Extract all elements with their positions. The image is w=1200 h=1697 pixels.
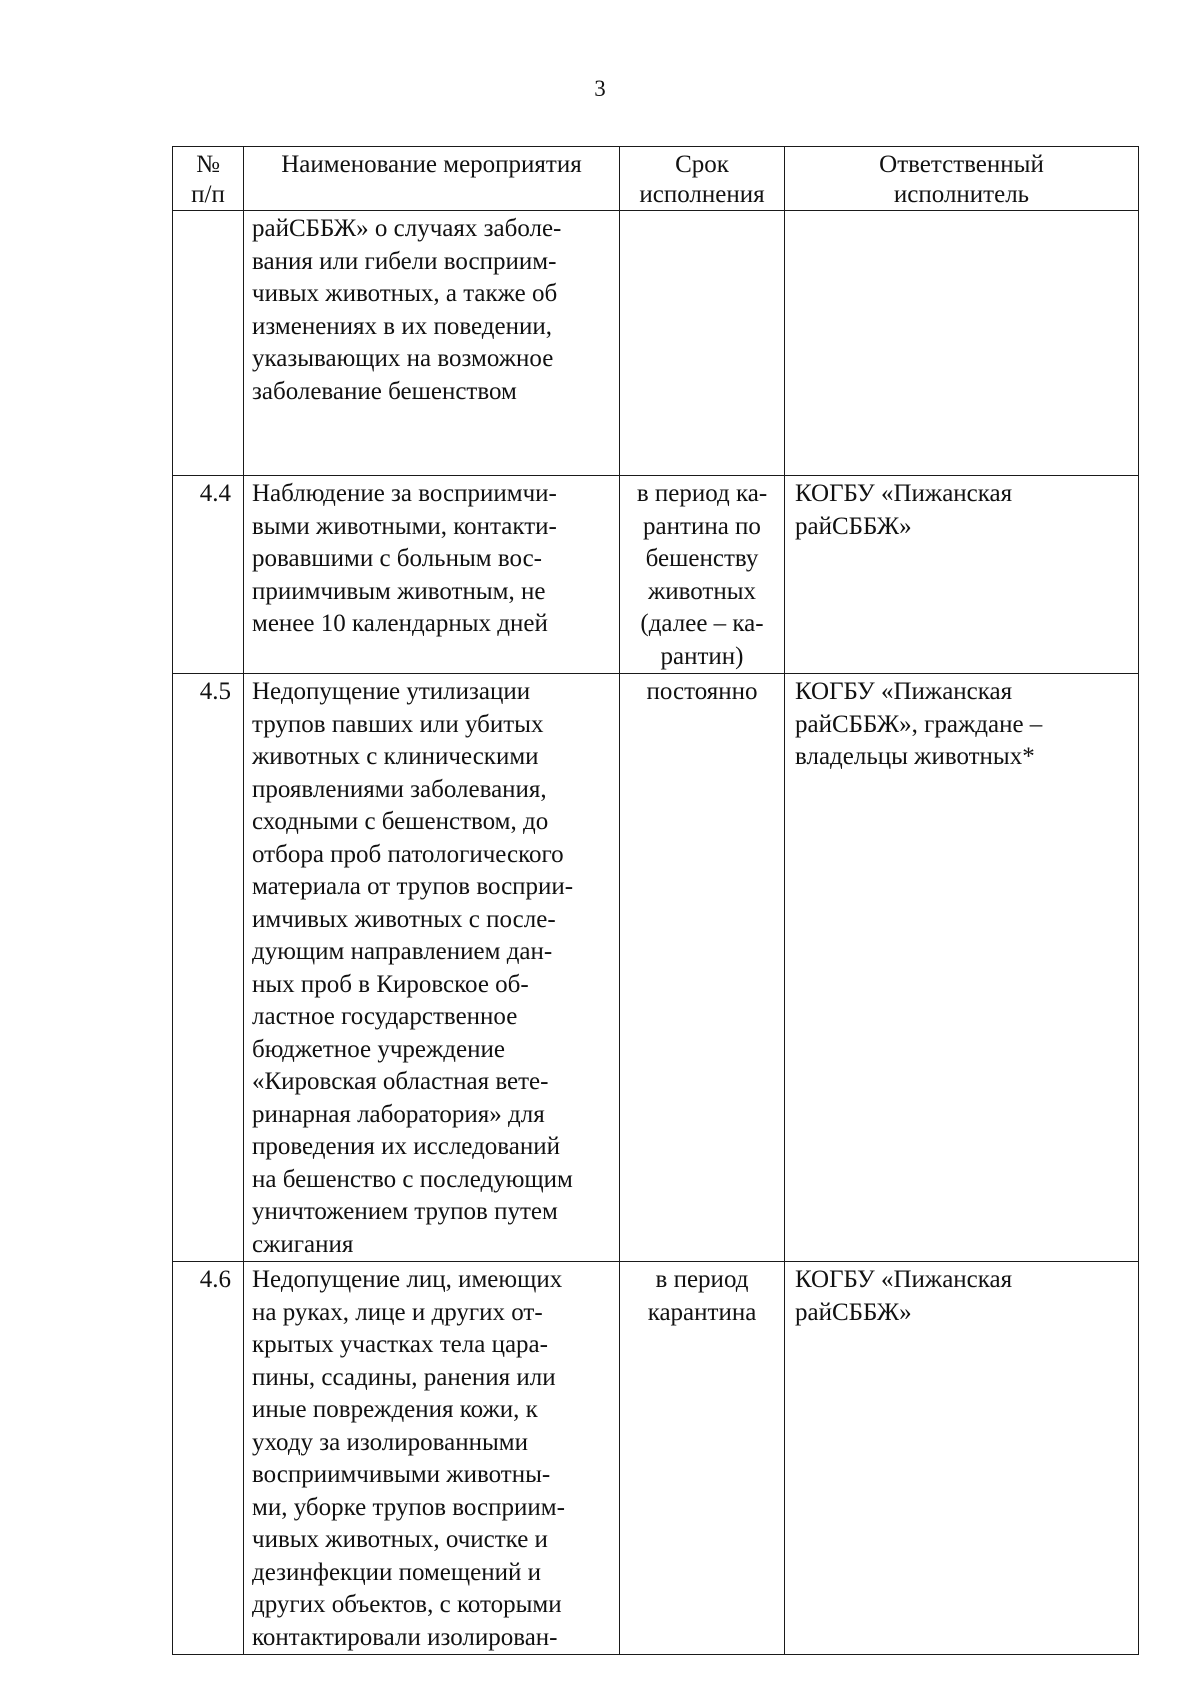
text-line: вания или гибели восприим- xyxy=(252,247,557,275)
table-header-row xyxy=(173,147,1139,211)
text-line: приимчивым животным, не xyxy=(252,577,546,605)
text-line: выми животными, контакти- xyxy=(252,512,557,540)
cell-responsible xyxy=(785,476,1139,674)
header-activity-name: Наименование мероприятия xyxy=(244,147,620,211)
text-line: в период ка- xyxy=(636,480,768,507)
text-line: КОГБУ «Пижанская xyxy=(795,1266,1013,1293)
cell-number: 4.5 xyxy=(173,674,244,1262)
cell-responsible xyxy=(785,211,1139,476)
text-line: других объектов, с которыми xyxy=(252,1591,562,1618)
text-line: бюджетное учреждение xyxy=(252,1035,505,1063)
text-line: дующим направлением дан- xyxy=(252,938,553,965)
text-line: «Кировская областная вете- xyxy=(252,1068,549,1095)
text-line: проявлениями заболевания, xyxy=(252,775,547,803)
text-line: райСББЖ» о случаях заболе- xyxy=(252,215,562,242)
cell-responsible xyxy=(785,674,1139,1262)
table-row xyxy=(173,211,1139,476)
text-line: имчивых животных с после- xyxy=(252,905,556,933)
text-line: КОГБУ «Пижанская xyxy=(795,678,1013,705)
text-line: дезинфекции помещений и xyxy=(252,1558,542,1586)
text-line: животных с клиническими xyxy=(252,743,539,770)
text-line: ластное государственное xyxy=(252,1003,518,1030)
header-responsible: Ответственный исполнитель xyxy=(785,147,1139,211)
measures-table xyxy=(172,146,1139,1655)
header-number: № п/п xyxy=(173,147,244,211)
text-line: ми, уборке трупов восприим- xyxy=(252,1493,565,1521)
text-line: уничтожением трупов путем xyxy=(252,1198,558,1225)
text-line: ровавшими с больным вос- xyxy=(252,545,542,572)
text-line: менее 10 календарных дней xyxy=(252,610,548,637)
text-line: в период xyxy=(655,1266,749,1293)
text-line: ных проб в Кировское об- xyxy=(252,970,529,998)
text-line: крытых участках тела цара- xyxy=(252,1331,548,1358)
cell-activity-name xyxy=(244,476,620,674)
text-line: райСББЖ», граждане – xyxy=(795,710,1043,738)
text-line: рантина по xyxy=(643,512,761,540)
text-line: пины, ссадины, ранения или xyxy=(252,1363,556,1391)
text-line: контактировали изолирован- xyxy=(252,1623,558,1651)
text-line: на бешенство с последующим xyxy=(252,1165,573,1193)
cell-activity-name xyxy=(244,674,620,1262)
text-line: чивых животных, очистке и xyxy=(252,1526,548,1553)
cell-number xyxy=(173,211,244,476)
text-line: Недопущение лиц, имеющих xyxy=(252,1266,563,1293)
text-line: постоянно xyxy=(646,678,758,705)
text-line: владельцы животных* xyxy=(795,743,1035,770)
text-line: Наблюдение за восприимчи- xyxy=(252,480,557,507)
header-deadline: Срок исполнения xyxy=(620,147,785,211)
page-number: 3 xyxy=(594,76,606,101)
cell-deadline xyxy=(620,674,785,1262)
text-line: указывающих на возможное xyxy=(252,345,554,372)
text-line: райСББЖ» xyxy=(795,1298,912,1326)
text-line: иные повреждения кожи, к xyxy=(252,1396,538,1423)
cell-responsible xyxy=(785,1262,1139,1655)
cell-number: 4.6 xyxy=(173,1262,244,1655)
text-line: КОГБУ «Пижанская xyxy=(795,480,1013,507)
text-line: чивых животных, а также об xyxy=(252,280,558,307)
table-row xyxy=(173,476,1139,674)
text-line: трупов павших или убитых xyxy=(252,710,544,738)
table-row xyxy=(173,1262,1139,1655)
text-line: сжигания xyxy=(252,1230,354,1258)
cell-number: 4.4 xyxy=(173,476,244,674)
text-line: сходными с бешенством, до xyxy=(252,808,549,835)
table-body xyxy=(173,211,1139,1655)
text-line: рантин) xyxy=(660,642,744,670)
cell-activity-name xyxy=(244,1262,620,1655)
text-line: (далее – ка- xyxy=(640,610,764,637)
text-line: заболевание бешенством xyxy=(252,377,517,405)
text-line: Недопущение утилизации xyxy=(252,678,531,705)
cell-deadline xyxy=(620,211,785,476)
text-line: на руках, лице и других от- xyxy=(252,1298,543,1326)
text-line: материала от трупов восприи- xyxy=(252,873,574,900)
text-line: восприимчивыми животны- xyxy=(252,1461,551,1488)
text-line: уходу за изолированными xyxy=(252,1428,528,1456)
cell-activity-name xyxy=(244,211,620,476)
text-line: животных xyxy=(647,577,757,605)
cell-deadline xyxy=(620,476,785,674)
text-line: отбора проб патологического xyxy=(252,840,564,868)
text-line: карантина xyxy=(647,1298,757,1326)
table-row xyxy=(173,674,1139,1262)
cell-deadline xyxy=(620,1262,785,1655)
text-line: проведения их исследований xyxy=(252,1133,560,1160)
text-line: ринарная лаборатория» для xyxy=(252,1100,545,1128)
text-line: изменениях в их поведении, xyxy=(252,312,552,340)
text-line: райСББЖ» xyxy=(795,512,912,540)
text-line: бешенству xyxy=(645,545,759,572)
